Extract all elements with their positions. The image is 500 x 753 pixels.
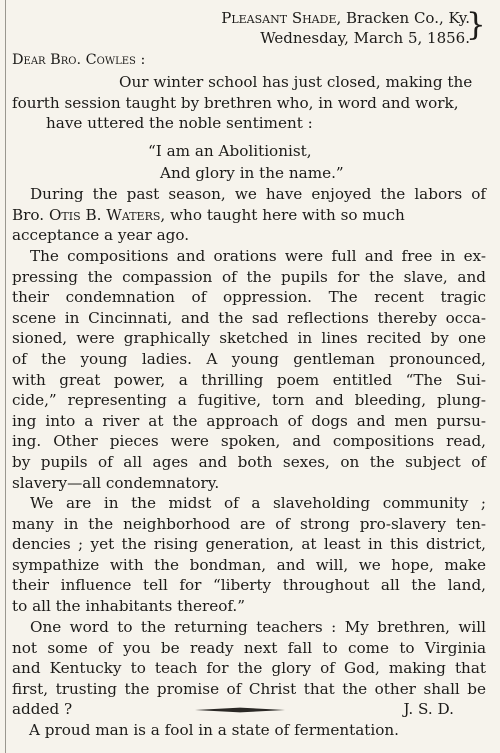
text-line: to all the inhabitants thereof.”: [12, 596, 246, 615]
dateline-date: Wednesday, March 5, 1856.: [260, 29, 470, 47]
salutation-colon: :: [135, 52, 146, 68]
text-line: of the young ladies. A young gentleman pronounced,: [12, 349, 486, 368]
paragraph-3: [12, 246, 486, 493]
paragraph-5: [12, 617, 486, 720]
teacher-name: Otis B. Waters: [48, 205, 161, 224]
maxim: A proud man is a fool in a state of fermentation.: [29, 721, 399, 739]
text-line: ing. Other pieces were spoken, and compositions read,: [12, 432, 486, 451]
divider-shape: [195, 708, 285, 713]
paragraph-1: [12, 72, 486, 134]
text-line: slavery—all condemnatory.: [12, 473, 220, 492]
salutation-name: Dear Bro. Cowles: [12, 52, 136, 68]
text-line: ing into a river at the approach of dogs and men pursu-: [12, 411, 486, 430]
text-line: During the past season, we have enjoyed the labors of: [30, 185, 486, 203]
text-line: [12, 205, 486, 226]
dateline: [221, 8, 470, 48]
text-line: acceptance a year ago.: [12, 226, 190, 245]
paragraph-4: [12, 493, 486, 617]
name-suffix: , who taught here with so much: [160, 205, 405, 224]
text-line: One word to the returning teachers : My brethren, will: [30, 618, 486, 636]
text-line: by pupils of all ages and both sexes, on the subject of: [12, 452, 486, 471]
column-rule: [5, 0, 6, 753]
text-line: pressing the compassion of the pupils for the slave, and: [12, 267, 486, 286]
text-line: their condemnation of oppression. The recent tragic: [12, 288, 486, 307]
verse-line-2: And glory in the name.”: [160, 164, 344, 182]
text-line: many in the neighborhood are of strong pro-slavery ten-: [12, 514, 486, 533]
text-line: not some of you be ready next fall to come to Virginia: [12, 638, 486, 657]
paragraph-2: [12, 184, 486, 246]
place-name: Pleasant Shade: [221, 9, 337, 27]
text-line: dencies ; yet the rising generation, at least in this district,: [12, 535, 486, 554]
text-line: sioned, were graphically sketched in lines recited by one: [12, 329, 486, 348]
place-county: , Bracken Co., Ky.: [336, 9, 470, 27]
divider-ornament: [195, 707, 285, 713]
text-line: their influence tell for “liberty throughout all the land,: [12, 576, 486, 595]
brace-mark: }: [466, 7, 486, 43]
text-line: The compositions and orations were full and free in ex-: [30, 247, 486, 265]
text-line: with great power, a thrilling poem entitled “The Sui-: [12, 370, 486, 389]
text-line: cide,” representing a fugitive, torn and bleeding, plung-: [12, 391, 486, 410]
text-line: and Kentucky to teach for the glory of God, making that: [12, 659, 486, 678]
name-prefix: Bro.: [12, 205, 49, 224]
text-line: have uttered the noble sentiment :: [46, 114, 313, 133]
signature: J. S. D.: [403, 700, 454, 719]
closing-words: added ?: [12, 700, 73, 719]
text-line: sympathize with the bondman, and will, we hope, make: [12, 555, 486, 574]
text-line: scene in Cincinnati, and the sad reflections thereby occa-: [12, 308, 486, 327]
dateline-place: [221, 8, 470, 28]
text-line: first, trusting the promise of Christ that the other shall be: [12, 679, 486, 698]
verse-line-1: “I am an Abolitionist,: [148, 142, 312, 160]
text-line: We are in the midst of a slaveholding community ;: [30, 494, 486, 512]
salutation: [12, 52, 145, 68]
text-line: fourth session taught by brethren who, in word and work,: [12, 93, 459, 112]
text-line: Our winter school has just closed, making the: [119, 73, 473, 91]
